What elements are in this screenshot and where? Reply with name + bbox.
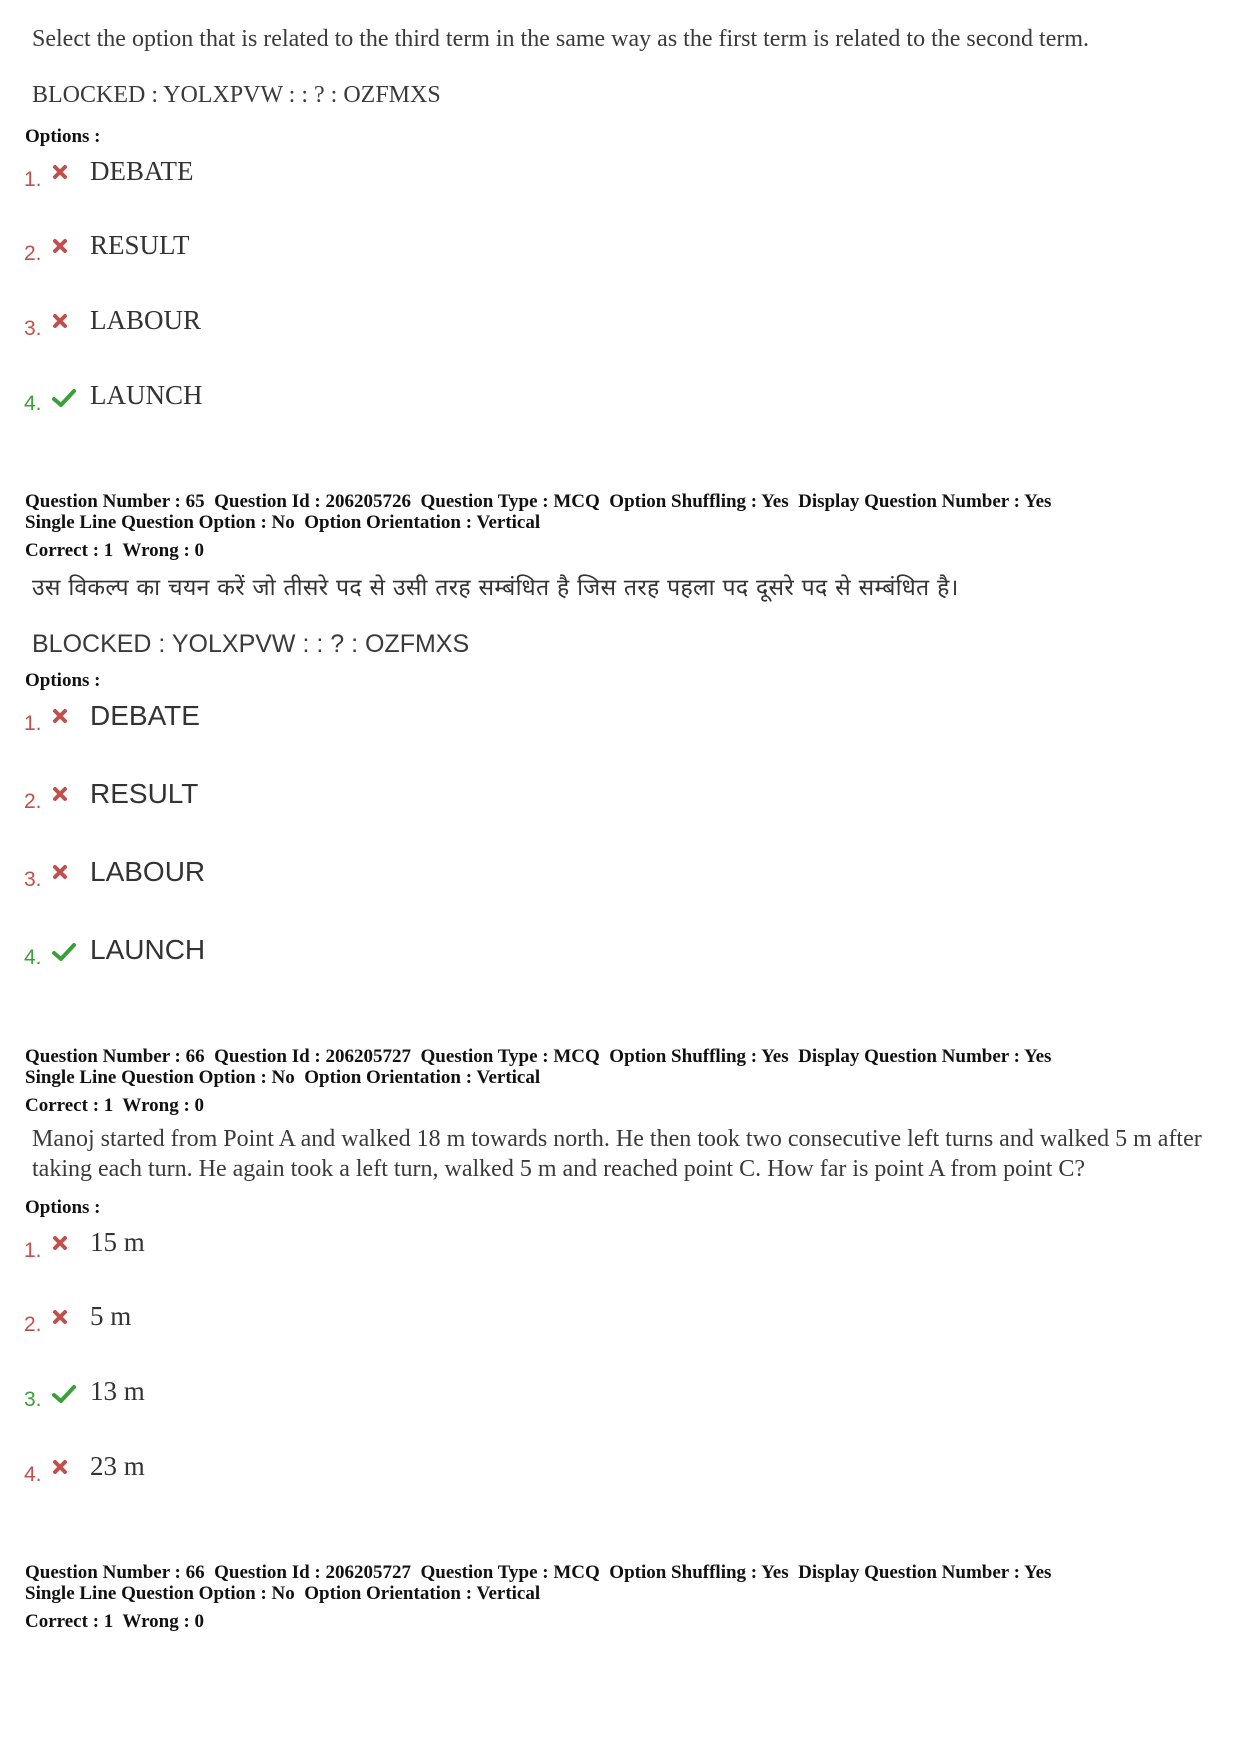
cross-icon: [52, 1235, 74, 1257]
question-marks: Correct : 1 Wrong : 0: [25, 1611, 205, 1632]
option-item: [22, 307, 622, 347]
option-text: RESULT: [90, 230, 190, 260]
question-64-text: Select the option that is related to the third term in the same way as the first term is related to the second term.: [32, 26, 1090, 52]
question-meta-line: Single Line Question Option : No Option Orientation : Vertical: [25, 512, 541, 533]
cross-icon: [52, 238, 74, 260]
option-item: [22, 1303, 622, 1343]
option-number: 1.: [24, 1239, 42, 1262]
question-marks: Correct : 1 Wrong : 0: [25, 540, 205, 561]
option-item: [22, 936, 622, 976]
question-66-meta: [25, 1046, 1225, 1116]
cross-icon: [52, 164, 74, 186]
cross-icon: [52, 786, 74, 808]
check-icon: [52, 942, 74, 964]
cross-icon: [52, 1459, 74, 1481]
cross-icon: [52, 708, 74, 730]
option-item: [22, 1378, 622, 1418]
option-text: 23 m: [90, 1451, 145, 1481]
option-item: [22, 1229, 622, 1269]
option-number: 3.: [24, 868, 42, 891]
question-meta-line: Question Number : 66 Question Id : 206205727 Question Type : MCQ Option Shuffling : Yes Display Question Number : Yes: [25, 1046, 1052, 1067]
option-item: [22, 1453, 622, 1493]
question-meta-line: Question Number : 66 Question Id : 206205727 Question Type : MCQ Option Shuffling : Yes Display Question Number : Yes: [25, 1562, 1052, 1583]
option-text: LABOUR: [90, 305, 202, 335]
option-text: LABOUR: [90, 856, 206, 887]
question-64-terms: BLOCKED : YOLXPVW : : ? : OZFMXS: [32, 82, 441, 108]
option-item: [22, 702, 622, 742]
option-number: 2.: [24, 1313, 42, 1336]
check-icon: [52, 1384, 74, 1406]
question-65-meta: [25, 491, 1225, 561]
question-66-text: Manoj started from Point A and walked 18 m towards north. He then took two consecutive left turns and walked 5 m after taking each turn. He again took a left turn, walked 5 m and reached point C. How far is point A from point C?: [32, 1126, 1202, 1182]
question-marks: Correct : 1 Wrong : 0: [25, 1095, 205, 1116]
option-number: 2.: [24, 790, 42, 813]
option-text: 15 m: [90, 1227, 145, 1257]
cross-icon: [52, 864, 74, 886]
option-item: [22, 232, 622, 272]
options-label: Options :: [25, 670, 101, 691]
cross-icon: [52, 313, 74, 335]
option-number: 1.: [24, 168, 42, 191]
option-item: [22, 382, 622, 422]
question-65-text: उस विकल्प का चयन करें जो तीसरे पद से उसी तरह सम्बंधित है जिस तरह पहला पद दूसरे पद से सम्बंधित है।: [32, 575, 959, 601]
option-number: 4.: [24, 392, 42, 415]
question-66-repeat-meta: [25, 1562, 1225, 1632]
option-text: LAUNCH: [90, 380, 203, 410]
question-meta-line: Question Number : 65 Question Id : 206205726 Question Type : MCQ Option Shuffling : Yes Display Question Number : Yes: [25, 491, 1052, 512]
option-number: 3.: [24, 1388, 42, 1411]
option-number: 3.: [24, 317, 42, 340]
option-item: [22, 858, 622, 898]
option-number: 2.: [24, 242, 42, 265]
question-65-terms: BLOCKED : YOLXPVW : : ? : OZFMXS: [32, 630, 470, 658]
option-number: 1.: [24, 712, 42, 735]
check-icon: [52, 388, 74, 410]
options-label: Options :: [25, 126, 101, 147]
option-text: DEBATE: [90, 700, 200, 731]
option-number: 4.: [24, 946, 42, 969]
option-number: 4.: [24, 1463, 42, 1486]
option-text: 5 m: [90, 1301, 132, 1331]
option-text: LAUNCH: [90, 934, 206, 965]
question-meta-line: Single Line Question Option : No Option Orientation : Vertical: [25, 1067, 541, 1088]
cross-icon: [52, 1309, 74, 1331]
option-item: [22, 158, 622, 198]
option-text: DEBATE: [90, 156, 194, 186]
question-meta-line: Single Line Question Option : No Option Orientation : Vertical: [25, 1583, 541, 1604]
option-item: [22, 780, 622, 820]
option-text: RESULT: [90, 778, 199, 809]
option-text: 13 m: [90, 1376, 145, 1406]
options-label: Options :: [25, 1197, 101, 1218]
